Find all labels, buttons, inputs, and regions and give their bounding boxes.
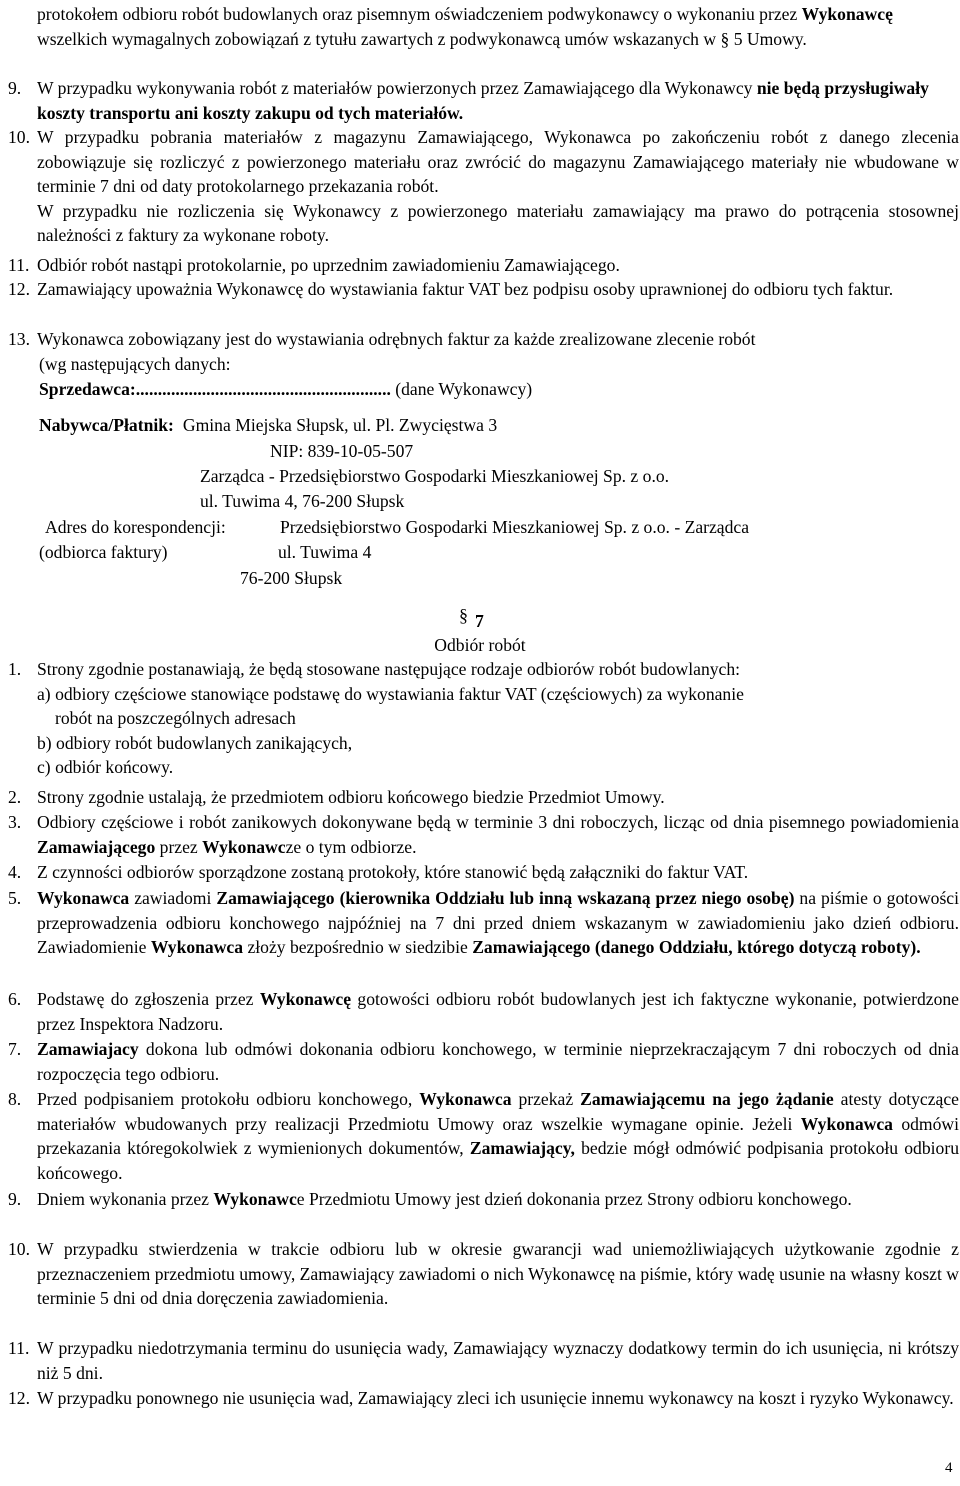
section-symbol: §	[459, 605, 468, 625]
clause-12: 12. Zamawiający upoważnia Wykonawcę do wystawiania faktur VAT bez podpisu osoby uprawnionej do odbioru tych faktur.	[8, 279, 894, 299]
section-number: 7	[475, 611, 484, 631]
item-10: 10. W przypadku stwierdzenia w trakcie odbioru lub w okresie gwarancji wad uniemożliwiających użytkowanie zgodnie z przeznaczeniem przedmiotu umowy, Zamawiający zawiadomi o nich Wykonawcę na piśmie, który wadę usunie na własny koszt w terminie 5 dni od dnia doręczenia zawiadomienia.	[8, 1239, 959, 1309]
invoice-recipient-label: (odbiorca faktury)	[39, 542, 168, 562]
manager-line: Zarządca - Przedsiębiorstwo Gospodarki Mieszkaniowej Sp. z o.o.	[200, 466, 670, 486]
item-4: 4. Z czynności odbiorów sporządzone zostaną protokoły, które stanowić będą załączniki do faktur VAT.	[8, 862, 749, 882]
page-number: 4	[945, 1460, 953, 1476]
clause-11: 11. Odbiór robót nastąpi protokolarnie, po uprzednim zawiadomieniu Zamawiającego.	[8, 255, 620, 275]
correspondence-city: 76-200 Słupsk	[240, 568, 343, 588]
item-3: 3. Odbiory częściowe i robót zanikowych dokonywane będą w terminie 3 dni roboczych, licząc od dnia pisemnego powiadomienia Zamawiającego przez Wykonawcze o tym odbiorze.	[8, 812, 959, 857]
item-7: 7. Zamawiajacy dokona lub odmówi dokonania odbioru konchowego, w terminie nieprzekraczającym 7 dni roboczych od dnia rozpoczęcia tego odbioru.	[8, 1039, 959, 1084]
manager-address: ul. Tuwima 4, 76-200 Słupsk	[200, 491, 405, 511]
item-11: 11. W przypadku niedotrzymania terminu do usunięcia wady, Zamawiający wyznaczy dodatkowy termin do ich usunięcia, ni krótszy niż 5 dni.	[8, 1338, 959, 1383]
item-5: 5. Wykonawca zawiadomi Zamawiającego (kierownika Oddziału lub inną wskazaną przez niego osobę) na piśmie o gotowości przeprowadzenia odbioru konchowego najpóźniej na 7 dni przed dniem wskazanym w zawiadomieniu jako dzień odbioru. Zawiadomienie Wykonawca złoży bezpośrednio w siedzibie Zamawiającego (danego Oddziału, którego dotyczą roboty).	[8, 888, 959, 958]
clause-10: 10. W przypadku pobrania materiałów z magazynu Zamawiającego, Wykonawca po zakończeniu robót z danego zlecenia zobowiązuje się rozliczyć z powierzonego materiału oraz zwrócić do magazynu Zamawiającego materiały nie wbudowane w terminie 7 dni od daty protokolarnego przekazania robót. W przypadku nie rozliczenia się Wykonawcy z powierzonego materiału zamawiający ma prawo do potrącenia stosownej należności z faktury za wykonane roboty.	[8, 127, 959, 246]
item-9: 9. Dniem wykonania przez Wykonawce Przedmiotu Umowy jest dzień dokonania przez Strony odbioru konchowego.	[8, 1189, 852, 1209]
seller-line: Sprzedawca:.......................................................... (dane Wykonawcy)	[39, 379, 533, 399]
item-2: 2. Strony zgodnie ustalają, że przedmiotem odbioru końcowego biedzie Przedmiot Umowy.	[8, 787, 665, 807]
item-1: 1. Strony zgodnie postanawiają, że będą stosowane następujące rodzaje odbiorów robót budowlanych: a) odbiory częściowe stanowiące podstawę do wystawiania faktur VAT (częściowych) za wykonanie robót na poszczególnych adresach b) odbiory robót budowlanych zanikających, c) odbiór końcowy.	[8, 659, 744, 778]
section-sign: §	[720, 28, 734, 49]
item-8: 8. Przed podpisaniem protokołu odbioru konchowego, Wykonawca przekaż Zamawiającemu na jego żądanie atesty dotyczące materiałów wbudowanych przy realizacji Przedmiotu Umowy oraz wszelkie wymagane opinie. Jeżeli Wykonawca odmówi przekazania któregokolwiek z wymienionych dokumentów, Zamawiający, bedzie mógł odmówić podpisania protokołu odbioru końcowego.	[8, 1089, 959, 1183]
nip-line: NIP: 839-10-05-507	[270, 441, 414, 461]
section-title: Odbiór robót	[434, 635, 526, 655]
correspondence-street: ul. Tuwima 4	[278, 542, 372, 562]
continuation-paragraph: protokołem odbioru robót budowlanych oraz pisemnym oświadczeniem podwykonawcy o wykonaniu przez Wykonawcę wszelkich wymagalnych zobowiązań z tytułu zawartych z podwykonawcą umów wskazanych w § 5 Umowy.	[37, 4, 893, 49]
buyer-line: Nabywca/Płatnik: Gmina Miejska Słupsk, ul. Pl. Zwycięstwa 3	[39, 415, 498, 435]
correspondence-label: Adres do korespondencji:	[45, 517, 226, 537]
correspondence-value: Przedsiębiorstwo Gospodarki Mieszkaniowej Sp. z o.o. - Zarządca	[280, 517, 750, 537]
item-6: 6. Podstawę do zgłoszenia przez Wykonawcę gotowości odbioru robót budowlanych jest ich faktyczne wykonanie, potwierdzone przez Inspektora Nadzoru.	[8, 989, 959, 1034]
clause-13: 13. Wykonawca zobowiązany jest do wystawiania odrębnych faktur za każde zrealizowane zlecenie robót	[8, 329, 756, 349]
clause-9: 9. W przypadku wykonywania robót z materiałów powierzonych przez Zamawiającego dla Wykonawcy nie będą przysługiwały koszty transportu ani koszty zakupu od tych materiałów.	[8, 78, 929, 123]
item-12: 12. W przypadku ponownego nie usunięcia wad, Zamawiający zleci ich usunięcie innemu wykonawcy na koszt i ryzyko Wykonawcy.	[8, 1388, 954, 1408]
clause-13-continuation: (wg następujących danych:	[39, 354, 231, 374]
